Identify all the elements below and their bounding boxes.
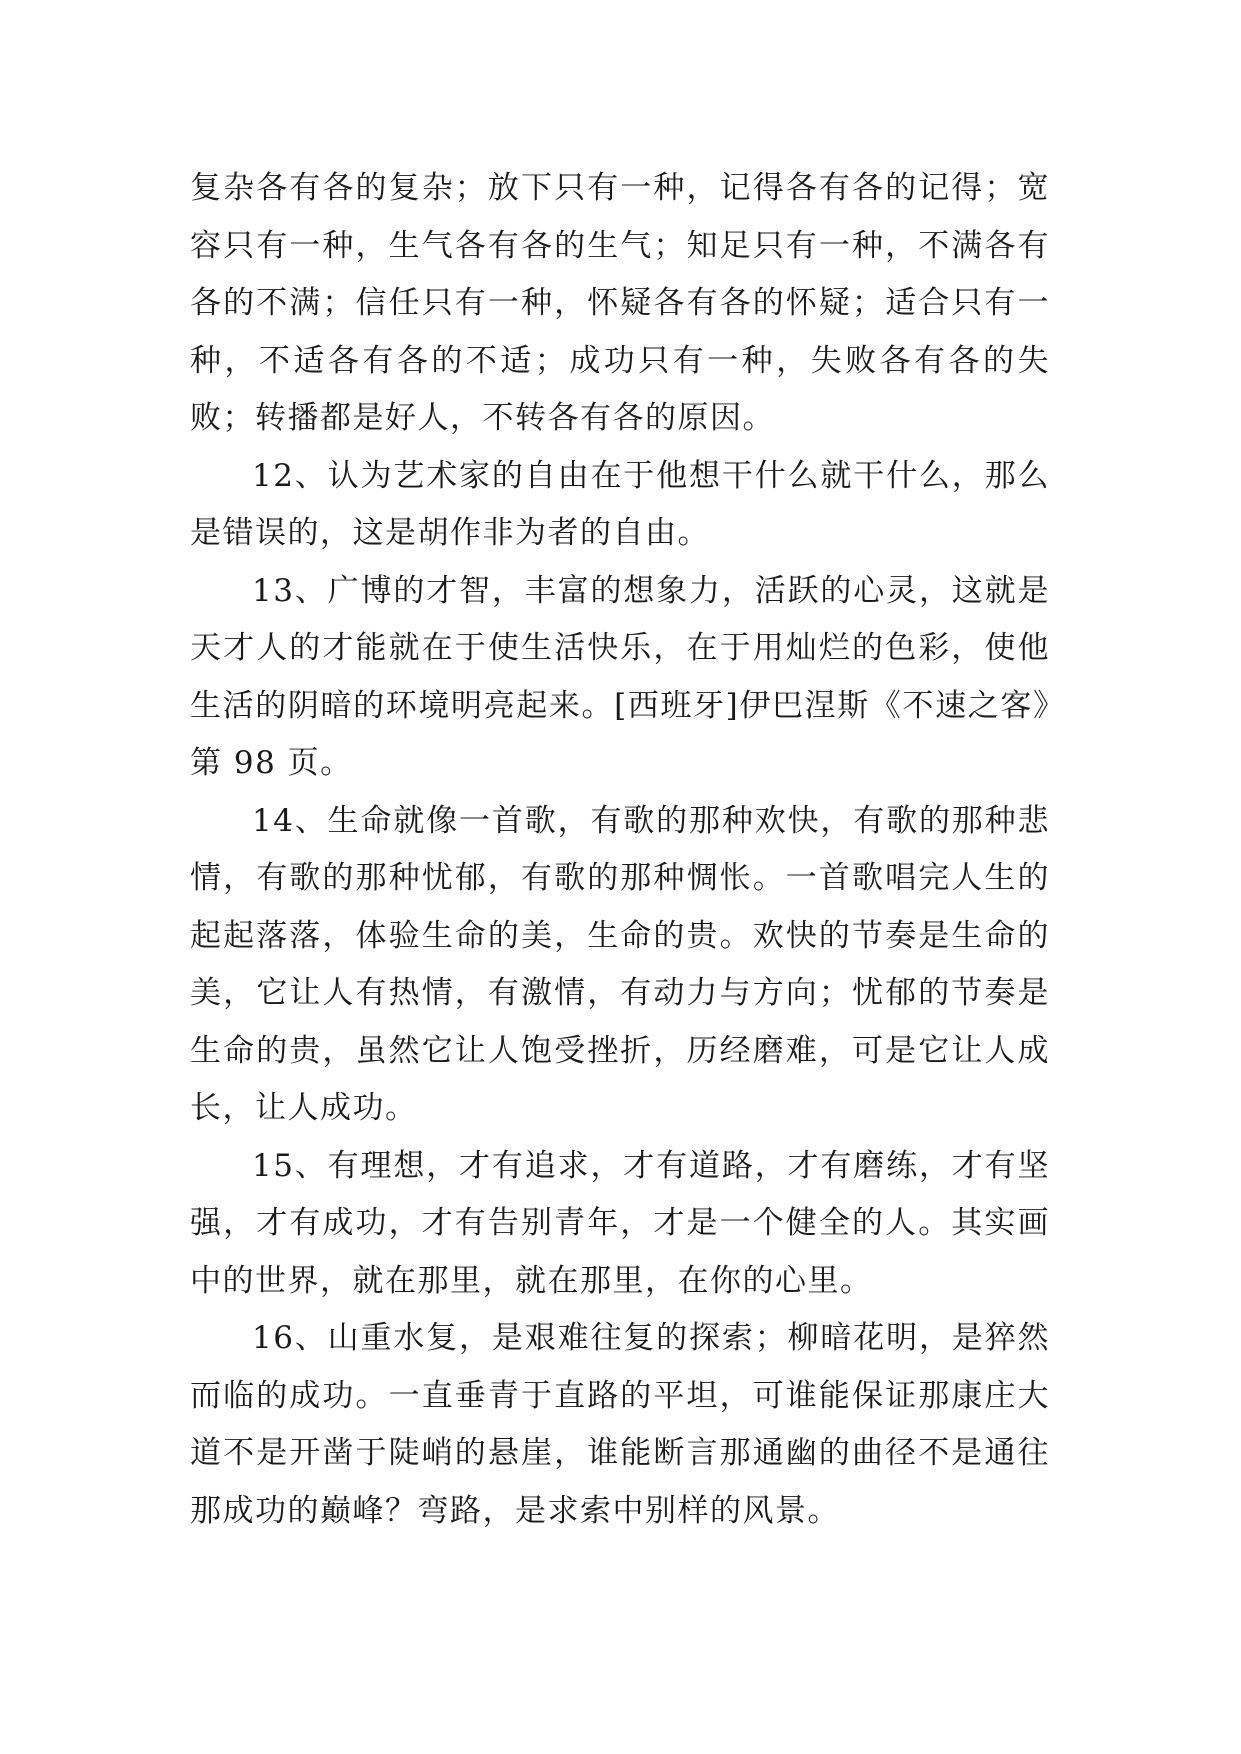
document-body (190, 160, 1050, 1540)
paragraph-14: 14、生命就像一首歌，有歌的那种欢快，有歌的那种悲情，有歌的那种忧郁，有歌的那种惆怅。一首歌唱完人生的起起落落，体验生命的美，生命的贵。欢快的节奏是生命的美，它让人有热情，有激情，有动力与方向；忧郁的节奏是生命的贵，虽然它让人饱受挫折，历经磨难，可是它让人成长，让人成功。 (190, 802, 1050, 1126)
paragraph-12: 12、认为艺术家的自由在于他想干什么就干什么，那么是错误的，这是胡作非为者的自由。 (190, 457, 1050, 551)
paragraph-15: 15、有理想，才有追求，才有道路，才有磨练，才有坚强，才有成功，才有告别青年，才是一个健全的人。其实画中的世界，就在那里，就在那里，在你的心里。 (190, 1147, 1050, 1299)
paragraph-continuation: 复杂各有各的复杂；放下只有一种，记得各有各的记得；宽容只有一种，生气各有各的生气；知足只有一种，不满各有各的不满；信任只有一种，怀疑各有各的怀疑；适合只有一种，不适各有各的不适；成功只有一种，失败各有各的失败；转播都是好人，不转各有各的原因。 (190, 170, 1050, 436)
paragraph-13: 13、广博的才智，丰富的想象力，活跃的心灵，这就是天才人的才能就在于使生活快乐，在于用灿烂的色彩，使他生活的阴暗的环境明亮起来。[西班牙]伊巴涅斯《不速之客》第 98 页。 (190, 572, 1050, 781)
paragraph-16: 16、山重水复，是艰难往复的探索；柳暗花明，是猝然而临的成功。一直垂青于直路的平坦，可谁能保证那康庄大道不是开凿于陡峭的悬崖，谁能断言那通幽的曲径不是通往那成功的巅峰？弯路，是求索中别样的风景。 (190, 1320, 1050, 1529)
